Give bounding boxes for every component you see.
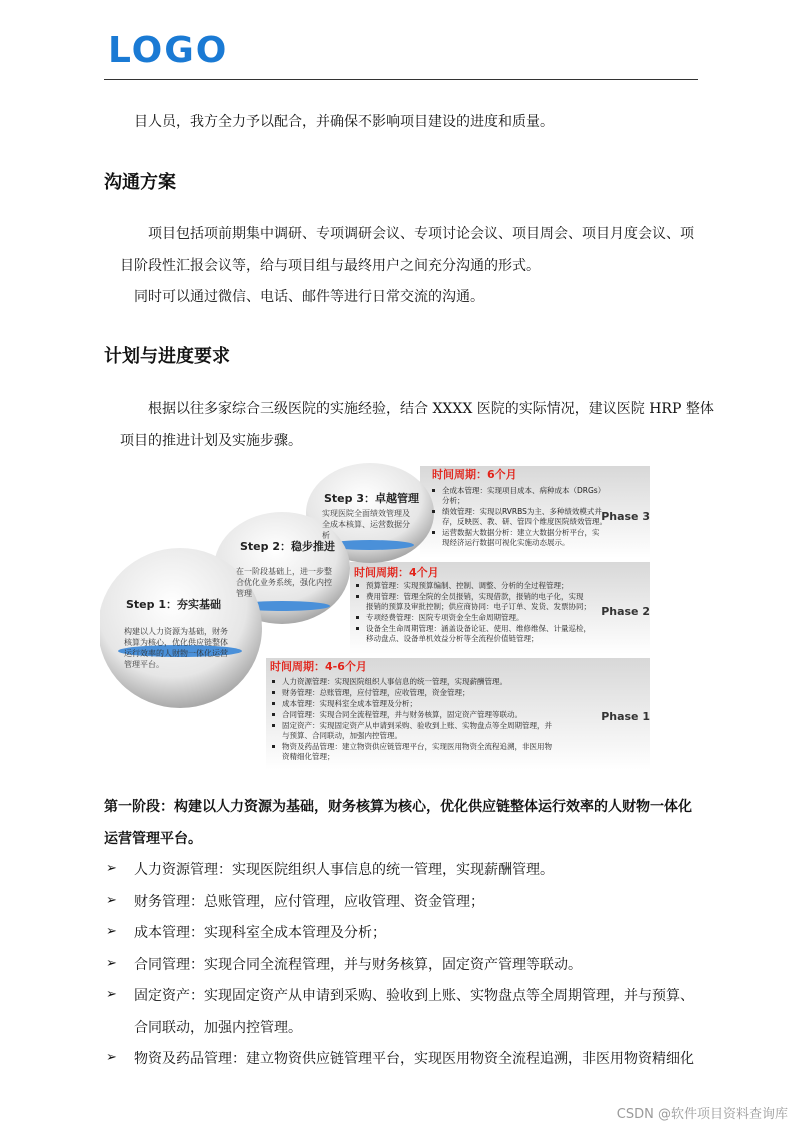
- phase1-item-5: 与预算、合同联动，加强内控管理。: [282, 731, 402, 740]
- bullet-arrow-icon: ➢: [106, 893, 117, 908]
- phase1-item-6: 物资及药品管理：建立物资供应链管理平台，实现医用物资全流程追溯，非医用物: [282, 742, 552, 751]
- phase2-item-4: 设备全生命周期管理：涵盖设备论证、使用、维修维保、计量巡检，: [366, 624, 591, 633]
- logo: LOGO: [108, 30, 229, 71]
- phase1-item-3: 合同管理：实现合同全流程管理，并与财务核算，固定资产管理等联动。: [282, 710, 522, 719]
- bullet-arrow-icon: ➢: [106, 1050, 117, 1065]
- phase3-item-1: 分析；: [442, 496, 465, 505]
- header-divider: [104, 79, 698, 80]
- phase2-item-2: 报销的预算及审批控制；供应商协同：电子订单、发货、发票协同；: [366, 602, 591, 611]
- bullet-arrow-icon: ➢: [106, 956, 117, 971]
- watermark: CSDN @软件项目资料查询库: [616, 1107, 788, 1122]
- phase2-item-0: 预算管理：实现预算编制、控制、调整、分析的全过程管理；: [366, 581, 569, 590]
- intro-line: 目人员，我方全力予以配合，并确保不影响项目建设的进度和质量。: [134, 114, 554, 130]
- phase3-item-2: 绩效管理：实现以RVRBS为主、多种绩效模式并: [442, 507, 602, 516]
- comm-para1-line1: 项目包括项前期集中调研、专项调研会议、专项讨论会议、项目周会、项目月度会议、项: [148, 226, 694, 242]
- step1-desc-0: 构建以人力资源为基础，财务: [124, 627, 228, 636]
- phase3-item-4: 运营数据大数据分析：建立大数据分析平台，实: [442, 528, 600, 537]
- step3-title: Step 3：卓越管理: [324, 492, 419, 505]
- phase2-item-3: 专项经费管理：医院专项资金全生命周期管理。: [366, 613, 524, 622]
- step3-desc-2: 析: [322, 531, 330, 540]
- stage1-item-6: 物资及药品管理：建立物资供应链管理平台，实现医用物资全流程追溯，非医用物资精细化: [134, 1051, 694, 1067]
- bullet-arrow-icon: ➢: [106, 861, 117, 876]
- stage1-heading-line2: 运营管理平台。: [104, 831, 202, 847]
- plan-para-line2: 项目的推进计划及实施步骤。: [120, 433, 302, 449]
- phase2-item-1: 费用管理：管理全院的全员报销，实现借款，报销的电子化，实现: [366, 592, 584, 601]
- phase2-label: Phase 2: [601, 605, 650, 618]
- bullet-arrow-icon: ➢: [106, 924, 117, 939]
- phase3-period: 时间周期：6个月: [432, 468, 517, 481]
- step2-desc-1: 合优化业务系统，强化内控: [236, 578, 332, 587]
- step3-desc-1: 全成本核算、运营数据分: [322, 520, 410, 529]
- phase1-period: 时间周期：4-6个月: [270, 660, 367, 673]
- stage1-heading-line1: 第一阶段：构建以人力资源为基础，财务核算为核心，优化供应链整体运行效率的人财物一体化: [104, 799, 692, 815]
- stage1-item-3: 合同管理：实现合同全流程管理，并与财务核算，固定资产管理等联动。: [134, 957, 582, 973]
- comm-para1-line2: 目阶段性汇报会议等，给与项目组与最终用户之间充分沟通的形式。: [120, 258, 540, 274]
- stage1-item-4: 固定资产：实现固定资产从申请到采购、验收到上账、实物盘点等全周期管理，并与预算、: [134, 988, 694, 1004]
- step1-desc-3: 管理平台。: [124, 660, 164, 669]
- phase3-item-5: 现经济运行数据可视化实施动态展示。: [442, 538, 570, 547]
- step1-desc-2: 运行效率的人财物一体化运营: [124, 649, 228, 658]
- comm-para2: 同时可以通过微信、电话、邮件等进行日常交流的沟通。: [134, 289, 484, 305]
- step1-title: Step 1：夯实基础: [126, 598, 221, 611]
- phase-diagram: [100, 458, 660, 778]
- step1-desc-1: 核算为核心，优化供应链整体: [124, 638, 228, 647]
- phase2-item-5: 移动盘点、设备单机效益分析等全流程价值链管理；: [366, 634, 539, 643]
- phase2-period: 时间周期：4个月: [354, 566, 439, 579]
- plan-para-line1: 根据以往多家综合三级医院的实施经验，结合 XXXX 医院的实际情况，建议医院 HRP 整体: [148, 401, 714, 417]
- phase3-label: Phase 3: [601, 510, 650, 523]
- phase1-item-4: 固定资产：实现固定资产从申请到采购、验收到上账、实物盘点等全周期管理，并: [282, 721, 552, 730]
- step2-desc-2: 管理: [236, 589, 252, 598]
- phase1-item-0: 人力资源管理：实现医院组织人事信息的统一管理，实现薪酬管理。: [282, 677, 507, 686]
- stage1-item-0: 人力资源管理：实现医院组织人事信息的统一管理，实现薪酬管理。: [134, 862, 554, 878]
- phase1-item-1: 财务管理：总账管理，应付管理，应收管理，资金管理；: [282, 688, 470, 697]
- stage1-item-2: 成本管理：实现科室全成本管理及分析；: [134, 925, 386, 941]
- phase1-label: Phase 1: [601, 710, 650, 723]
- phase3-item-0: 全成本管理：实现项目成本、病种成本（DRGs）: [442, 486, 606, 495]
- stage1-item-5: 合同联动，加强内控管理。: [134, 1020, 302, 1036]
- phase1-item-7: 资精细化管理；: [282, 752, 335, 761]
- stage1-item-1: 财务管理：总账管理，应付管理，应收管理、资金管理；: [134, 894, 484, 910]
- phase3-item-3: 存，反映医、教、研、管四个维度医院绩效管理。: [442, 517, 607, 526]
- step3-desc-0: 实现医院全面绩效管理及: [322, 509, 410, 518]
- phase1-item-2: 成本管理：实现科室全成本管理及分析；: [282, 699, 417, 708]
- step2-desc-0: 在一阶段基础上，进一步整: [236, 567, 332, 576]
- bullet-arrow-icon: ➢: [106, 987, 117, 1002]
- step2-title: Step 2：稳步推进: [240, 540, 335, 553]
- plan-heading: 计划与进度要求: [104, 346, 230, 367]
- comm-heading: 沟通方案: [104, 172, 176, 193]
